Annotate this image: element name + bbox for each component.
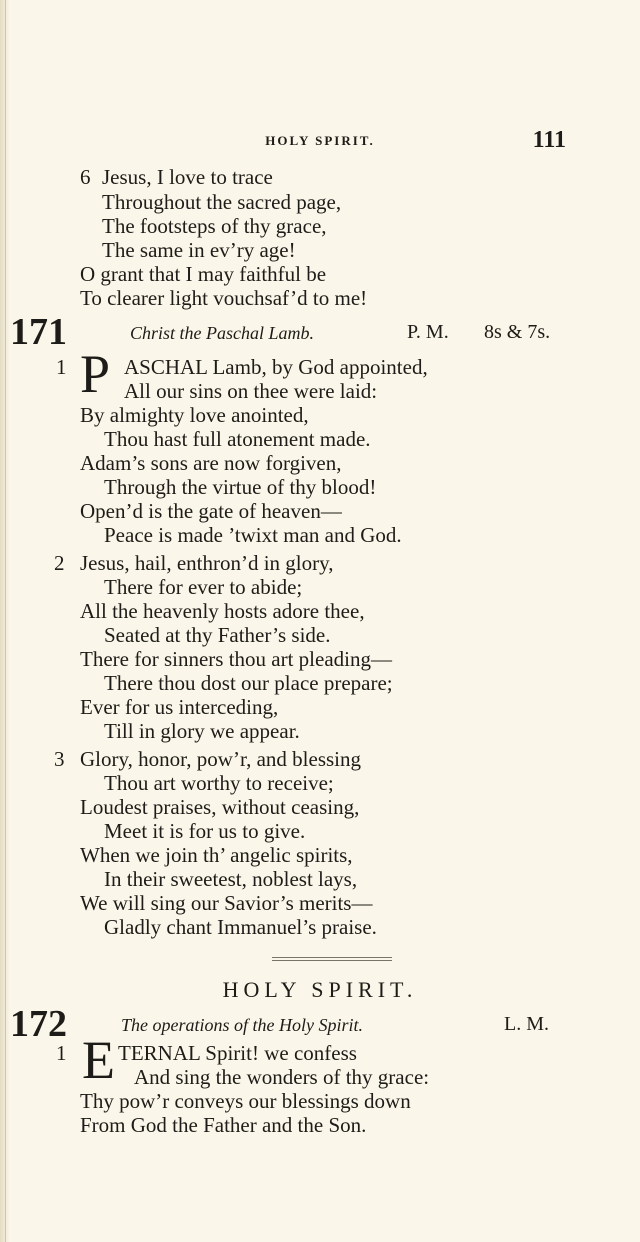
hymn-number: 172	[10, 1003, 67, 1045]
hymn-meter: L. M.	[504, 1013, 549, 1035]
verse-line: And sing the wonders of thy grace:	[134, 1065, 430, 1089]
page-number: 111	[532, 127, 566, 153]
hymn-meter: 8s & 7s.	[484, 321, 551, 343]
verse-line: The footsteps of thy grace,	[102, 214, 327, 238]
verse-number: 2	[54, 551, 65, 575]
hymn-number: 171	[10, 311, 67, 353]
verse-line: All our sins on thee were laid:	[124, 379, 378, 403]
section-rule	[272, 957, 392, 958]
verse-line: Ever for us interceding,	[80, 695, 279, 719]
verse-line: Jesus, I love to trace	[102, 165, 273, 189]
verse-line: Thou hast full atonement made.	[104, 427, 371, 451]
verse-line: Till in glory we appear.	[104, 719, 300, 743]
hymn-title: The operations of the Holy Spirit.	[121, 1015, 363, 1035]
verse-line: Open’d is the gate of heaven—	[80, 499, 342, 523]
hymn-title: Christ the Paschal Lamb.	[130, 323, 315, 343]
verse-line: From God the Father and the Son.	[80, 1113, 367, 1137]
section-heading: HOLY SPIRIT.	[222, 977, 418, 1002]
drop-cap: P	[80, 344, 111, 404]
hymn-meter-label: P. M.	[407, 321, 449, 343]
section-rule	[272, 960, 392, 961]
drop-cap: E	[82, 1030, 115, 1090]
verse-line: There for ever to abide;	[104, 575, 303, 599]
verse-line: We will sing our Savior’s merits—	[80, 891, 373, 915]
running-header-title: HOLY SPIRIT.	[265, 133, 375, 148]
verse-line: By almighty love anointed,	[80, 403, 309, 427]
verse-line: Meet it is for us to give.	[104, 819, 306, 843]
verse-line: Gladly chant Immanuel’s praise.	[104, 915, 377, 939]
verse-line: Peace is made ’twixt man and God.	[104, 523, 402, 547]
verse-number: 3	[54, 747, 65, 771]
verse-line: ASCHAL Lamb, by God appointed,	[124, 355, 428, 379]
verse-line: Through the virtue of thy blood!	[104, 475, 377, 499]
verse-number: 1	[56, 355, 67, 379]
verse-line: All the heavenly hosts adore thee,	[80, 599, 365, 623]
verse-line: Adam’s sons are now forgiven,	[80, 451, 342, 475]
verse-line: Thy pow’r conveys our blessings down	[80, 1089, 411, 1113]
verse-line: There thou dost our place prepare;	[104, 671, 393, 695]
verse-line: In their sweetest, noblest lays,	[104, 867, 358, 891]
verse-line: Seated at thy Father’s side.	[104, 623, 331, 647]
verse-line: Glory, honor, pow’r, and blessing	[80, 747, 361, 771]
verse-number: 6	[80, 165, 91, 189]
verse-line: Throughout the sacred page,	[102, 190, 342, 214]
verse-line: O grant that I may faithful be	[80, 262, 327, 286]
verse-line: TERNAL Spirit! we confess	[118, 1041, 357, 1065]
verse-line: Thou art worthy to receive;	[104, 771, 334, 795]
verse-line: Jesus, hail, enthron’d in glory,	[80, 551, 334, 575]
verse-line: When we join th’ angelic spirits,	[80, 843, 353, 867]
verse-number: 1	[56, 1041, 67, 1065]
verse-line: To clearer light vouchsaf’d to me!	[80, 286, 368, 310]
verse-line: The same in ev’ry age!	[102, 238, 296, 262]
verse-line: There for sinners thou art pleading—	[80, 647, 392, 671]
verse-line: Loudest praises, without ceasing,	[80, 795, 360, 819]
binding-edge-line	[5, 0, 6, 1242]
